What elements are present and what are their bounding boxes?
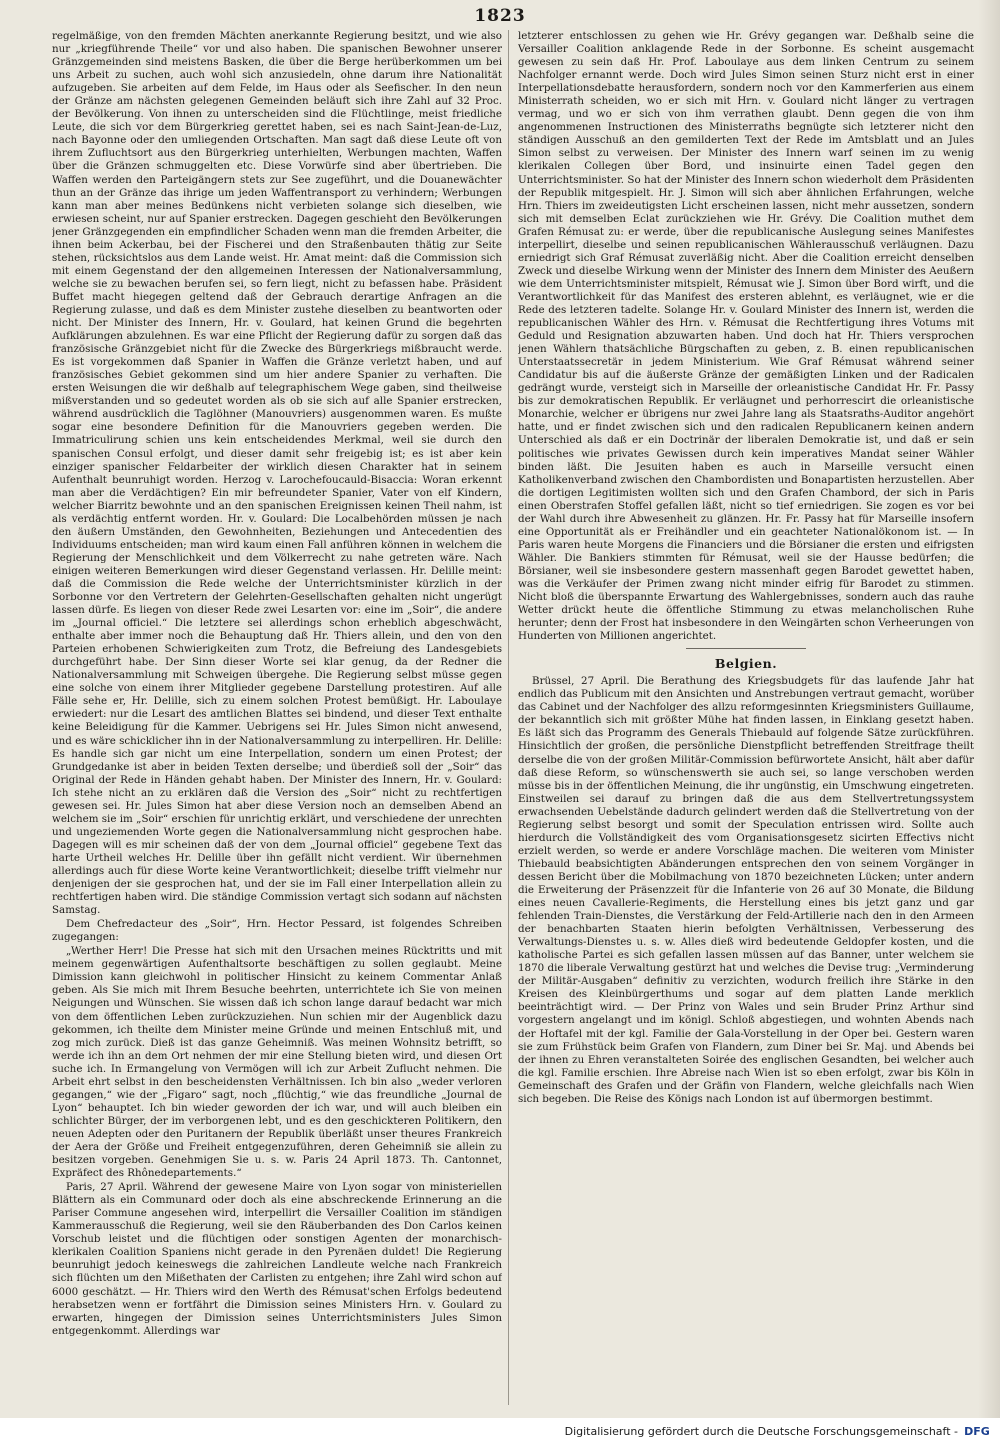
brussels-dispatch: Brüssel, 27 April. Die Berathung des Kriegsbudgets für das laufende Jahr hat endlich das Publicum mit den Ansichten und Anstrebungen vertraut gemacht, worüber das Cabinet und der Nachfolger des allzu reformgesinnten Kriegsministers Guillaume, der bekanntlich sich mit größter Mühe hat finden lassen, in Einklang gesetzt haben. Es läßt sich das Programm des Generals Thiebauld auf folgende Sätze zurückführen. Hinsichtlich der großen, die persönliche Dienstpflicht betreffenden Streitfrage theilt derselbe die von der großen Militär-Commission befürwortete Ansicht, hält aber dafür daß diese Reform, so wünschenswerth sie auch sei, so lange verschoben werden müsse bis in der öffentlichen Meinung, die ihr ungünstig, ein Umschwung eingetreten. Einstweilen sei darauf zu bringen daß die aus dem Stellvertretungssystem erwachsenden Uebelstände dadurch gelindert werden daß die Stellvertretung von der Regierung selbst besorgt und somit der Speculation entrissen wird. Sollte auch hierdurch die Vollständigkeit des vom Organisationsgesetz sicirten Effectivs nicht erzielt werden, so werde er andere Vorschläge machen. Die weiteren vom Minister Thiebauld beabsichtigten Abänderungen entsprechen den von seinem Vorgänger in dessen Bericht über die Mobilmachung von 1870 bezeichneten Lücken; unter andern die Erweiterung der Präsenzzeit für die Infanterie von 26 auf 30 Monate, die Bildung eines neuen Cavallerie-Regiments, die Herstellung eines bis jetzt ganz und gar fehlenden Train-Dienstes, die Verstärkung der Feld-Artillerie nach den in den Armeen der benachbarten Staaten hierin befolgten Verhältnissen, Verbesserung des Verwaltungs-Dienstes u. s. w. Alles dieß wird bedeutende Geldopfer kosten, und die katholische Partei es sich gefallen lassen müssen auf das Banner, unter welchem sie 1870 die liberale Verwaltung gestürzt hat und welches die Devise trug: „Verminderung der Militär-Ausgaben“ definitiv zu verzichten, wodurch freilich ihre Stärke in den Kreisen des Kleinbürgerthums und sogar auf dem platten Lande merklich beeinträchtigt wird. — Der Prinz von Wales und sein Bruder Prinz Arthur sind vorgestern angelangt und im königl. Schloß abgestiegen, und wohnten Abends nach der Hoftafel mit der kgl. Familie der Gala-Vorstellung in der Oper bei. Gestern waren sie zum Frühstück beim Grafen von Flandern, zum Diner bei Sr. Maj. und Abends bei der ihnen zu Ehren veranstalteten Soirée des englischen Gesandten, bei welcher auch die kgl. Familie erschien. Ihre Abreise nach Wien ist so eben erfolgt, zwar bis Köln in Gemeinschaft des Grafen und der Gräfin von Flandern, welche gleichfalls nach Wien sich begeben. Die Reise des Königs nach London ist auf übermorgen bestimmt.	[518, 675, 974, 1105]
paris-dispatch: Paris, 27 April. Während der gewesene Maire von Lyon sogar von ministeriellen Blättern als ein Communard oder doch als eine abschreckende Erinnerung an die Pariser Commune angesehen wird, interpellirt die Versailler Coalition im ständigen Kammerausschuß die Regierung, weil sie den Räuberbanden des Don Carlos keinen Vorschub leistet und die flüchtigen oder sonstigen Agenten der monarchisch-klerikalen Coalition Spaniens nicht gerade in den Pyrenäen duldet! Die Regierung beunruhigt jedoch keineswegs die zahlreichen Landleute welche nach Frankreich sich flüchten um den Mißethaten der Carlisten zu entgehen; ihre Zahl wird schon auf 6000 geschätzt. — Hr. Thiers wird den Werth des Rémusat'schen Erfolgs bedeutend herabsetzen wenn er fortfährt die Dimission seines Ministers Hrn. v. Goulard zu erwarten, hingegen der Dimission seines Unterrichtsministers Jules Simon entgegenkommt. Allerdings war	[52, 1181, 502, 1337]
dfg-logo-icon	[962, 1423, 992, 1438]
article-paragraph: regelmäßige, von den fremden Mächten anerkannte Regierung besitzt, und wie also nur „kriegführende Theile“ vor und also haben. Die spanischen Bewohner unserer Gränzgemeinden sind meistens Basken, die über die Berge herüberkommen um bei uns Arbeit zu suchen, auch wohl sich anzusiedeln, ohne darum ihre Nationalität aufzugeben. Sie arbeiten auf dem Felde, im Haus oder als Seefischer. In den neun der Gränze am nächsten gelegenen Gemeinden beläuft sich ihre Zahl auf 32 Proc. der Bevölkerung. Von ihnen zu unterscheiden sind die Flüchtlinge, meist friedliche Leute, die sich vor dem Bürgerkrieg gerettet haben, sei es nach Saint-Jean-de-Luz, nach Bayonne oder den umliegenden Ortschaften. Man sagt daß diese Leute oft von ihrem Zufluchtsort aus den Bürgerkrieg unterhielten, Werbungen machten, Waffen über die Gränzen schmuggelten etc. Diese Vorwürfe sind aber übertrieben. Die Waffen werden den Parteigängern stets zur See zugeführt, und die Douanewächter thun an der Gränze das ihrige um jeden Waffentransport zu verhindern; Werbungen kann man aber meines Bedünkens nicht verbieten solange sich dieselben, wie erwiesen scheint, nur auf Spanier erstrecken. Dagegen geschieht den Bevölkerungen jener Gränzgegenden ein empfindlicher Schaden wenn man die fremden Arbeiter, die ihnen beim Ackerbau, bei der Fischerei und den Straßenbauten thätig zur Seite stehen, rücksichtslos aus dem Lande weist. Hr. Amat meint: daß die Commission sich mit einem Gegenstand der den allgemeinen Interessen der Nationalversammlung, welche sie zu bewachen berufen sei, so fern liegt, nicht zu befassen habe. Präsident Buffet macht hiegegen geltend daß der Gebrauch derartige Anfragen an die Regierung zulasse, und daß es dem Minister zustehe dieselben zu beantworten oder nicht. Der Minister des Innern, Hr. v. Goulard, hat keinen Grund die begehrten Aufklärungen abzulehnen. Es war eine Pflicht der Regierung dafür zu sorgen daß das französische Gränzgebiet nicht für die Zwecke des Bürgerkriegs mißbraucht werde. Es ist vorgekommen daß Spanier in Waffen die Gränze verletzt haben, und auf französisches Gebiet gekommen sind um hier andere Spanier zu verhaften. Die ersten Weisungen die wir deßhalb auf telegraphischem Wege gaben, sind theilweise mißverstanden und so gedeutet worden als ob sie sich auf alle Spanier erstrecken, während ausdrücklich die Taglöhner (Manouvriers) ausgenommen waren. Es mußte sogar eine besondere Definition für die Manouvriers gegeben werden. Die Immatriculirung schien uns kein entscheidendes Merkmal, weil sie durch den spanischen Consul erfolgt, und dieser damit sehr freigebig ist; es ist aber kein einziger spanischer Feldarbeiter der wirklich diesen Charakter hat in seinem Aufenthalt beunruhigt worden. Herzog v. Larochefoucauld-Bisaccia: Woran erkennt man aber die Verdächtigen? Ein mir befreundeter Spanier, Vater von elf Kindern, welcher Biarritz bewohnte und an den spanischen Ereignissen keinen Theil nahm, ist als verdächtig entfernt worden. Hr. v. Goulard: Die Localbehörden müssen je nach den äußern Umständen, den Gewohnheiten, Beziehungen und Antecedentien des Individuums entscheiden; man wird kaum einen Fall anführen können in welchem die Regierung der Menschlichkeit und dem Völkerrecht zu nahe getreten wäre. Nach einigen weiteren Bemerkungen wird dieser Gegenstand verlassen. Hr. Delille meint: daß die Commission die Rede welche der Unterrichtsminister kürzlich in der Sorbonne vor den Vertretern der Gelehrten-Gesellschaften gehalten nicht ungerügt lassen dürfe. Es liegen von dieser Rede zwei Lesarten vor: eine im „Soir“, die andere im „Journal officiel.“ Die letztere sei allerdings schon erheblich abgeschwächt, enthalte aber immer noch die Behauptung daß Hr. Thiers allein, und den von den Parteien erhobenen Schwierigkeiten zum Trotz, die Befreiung des Landesgebiets durchgeführt habe. Der Sinn dieser Worte sei klar genug, da der Redner die Nationalversammlung mit Schweigen übergehe. Die Regierung selbst müsse gegen eine solche von einem ihrer Mitglieder gegebene Darstellung protestiren. Auf alle Fälle sehe er, Hr. Delille, sich zu einem solchen Protest bemüßigt. Hr. Laboulaye erwiedert: nur die Lesart des amtlichen Blattes sei bindend, und dieser Text enthalte keine Beleidigung für die Kammer. Uebrigens sei Hr. Jules Simon nicht anwesend, und es wäre schicklicher ihn in der Nationalversammlung zu interpelliren. Hr. Delille: Es handle sich gar nicht um eine Interpellation, sondern um einen Protest; der Grundgedanke ist aber in beiden Texten derselbe; und überdieß soll der „Soir“ das Original der Rede in Händen gehabt haben. Der Minister des Innern, Hr. v. Goulard: Ich stehe nicht an zu erklären daß die Version des „Soir“ nicht zu rechtfertigen gewesen sei. Hr. Jules Simon hat aber diese Version noch an demselben Abend an welchem sie im „Soir“ erschien für unrichtig erklärt, und verschiedene der unrechten und ungeziemenden Worte gegen die Nationalversammlung nicht gesprochen habe. Dagegen will es mir scheinen daß der von dem „Journal officiel“ gegebene Text das harte Urtheil welches Hr. Delille über ihn gefällt nicht verdient. Wir übernehmen allerdings auch für diese Worte keine Verantwortlichkeit; dieselbe trifft vielmehr nur denjenigen der sie gesprochen hat, und der sie im Fall einer Interpellation allein zu rechtfertigen haben wird. Die ständige Commission vertagt sich sodann auf nächsten Samstag.	[52, 30, 502, 917]
page-number: 1823	[474, 6, 526, 26]
footer-credit: Digitalisierung gefördert durch die Deutsche Forschungsgemeinschaft -	[564, 1425, 958, 1438]
page-edge-shadow	[978, 0, 1000, 1444]
quoted-letter: „Werther Herr! Die Presse hat sich mit den Ursachen meines Rücktritts und mit meinem gegenwärtigen Aufenthaltsorte beschäftigen zu sollen geglaubt. Meine Dimission kann gleichwohl in politischer Hinsicht zu keinem Commentar Anlaß geben. Als Sie mich mit Ihrem Besuche beehrten, unterrichtete ich Sie von meinen Neigungen und Wünschen. Sie wissen daß ich schon lange darauf bedacht war mich von dem öffentlichen Leben zurückzuziehen. Nun schien mir der Augenblick dazu gekommen, ich theilte dem Minister meine Gründe und meinen Entschluß mit, und zog mich zurück. Dieß ist das ganze Geheimniß. Was meinen Wohnsitz betrifft, so werde ich ihn an dem Ort nehmen der mir eine Stellung bieten wird, und diesen Ort suche ich. In Ermangelung von Vermögen will ich zur Arbeit Zuflucht nehmen. Die Arbeit ehrt selbst in den bescheidensten Verhältnissen. Ich bin also „weder verloren gegangen,“ wie der „Figaro“ sagt, noch „flüchtig,“ wie das freundliche „Journal de Lyon“ behauptet. Ich bin wieder geworden der ich war, und will auch bleiben ein schlichter Bürger, der im verborgenen lebt, und es den geschickteren Politikern, den neuen Adepten oder den Puritanern der Republik überläßt unser theures Frankreich der Aera der Größe und Freiheit entgegenzuführen, deren Geheimniß sie allein zu besitzen vorgeben. Genehmigen Sie u. s. w. Paris 24 April 1873. Th. Cantonnet, Expräfect des Rhônedepartements.“	[52, 945, 502, 1180]
section-heading-belgien: Belgien.	[714, 656, 778, 672]
section-rule	[686, 648, 806, 649]
column-divider	[508, 30, 509, 1405]
left-column	[52, 30, 502, 1405]
dfg-logo-text: DFG	[964, 1425, 990, 1438]
article-paragraph: letzterer entschlossen zu gehen wie Hr. Grévy gegangen war. Deßhalb seine die Versailler Coalition anklagende Rede in der Sorbonne. Es scheint ausgemacht gewesen zu sein daß Hr. Prof. Laboulaye aus dem linken Centrum zu seinem Nachfolger ernannt werde. Doch wird Jules Simon seinen Sturz nicht erst in einer Interpellationsdebatte herausfordern, sondern noch vor den Kammerferien aus einem Ministerrath scheiden, wo er sich mit Hrn. v. Goulard nicht länger zu vertragen vermag, und wo er sich von ihm verrathen glaubt. Denn gegen die von ihm angenommenen Instructionen des Ministerraths begnügte sich letzterer nicht den ständigen Ausschuß an den gemilderten Text der Rede im Amtsblatt und an Jules Simon selbst zu verweisen. Der Minister des Innern warf seinen im zu wenig klerikalen Collegen über Bord, und insinuirte einen Tadel gegen den Unterrichtsminister. So hat der Minister des Innern schon wiederholt dem Präsidenten der Republik mitgespielt. Hr. J. Simon will sich aber ähnlichen Erfahrungen, welche Hrn. Thiers im zweideutigsten Licht erscheinen lassen, nicht mehr aussetzen, sondern sich mit demselben Eclat zurückziehen wie Hr. Grévy. Die Coalition muthet dem Grafen Rémusat zu: er werde, über die republicanische Auslegung seines Manifestes interpellirt, dieselbe und seinen republicanischen Wählerausschuß verläugnen. Dazu erniedrigt sich Graf Rémusat zuverläßig nicht. Aber die Coalition erreicht denselben Zweck und dieselbe Wirkung wenn der Minister des Innern dem Minister des Aeußern wie dem Unterrichtsminister mitspielt, Rémusat wie J. Simon über Bord wirft, und die Verantwortlichkeit für das Manifest des ersteren ablehnt, es verläugnet, wie er die Rede des letzteren tadelte. Solange Hr. v. Goulard Minister des Innern ist, werden die republicanischen Wähler des Hrn. v. Rémusat die Rechtfertigung ihres Votums mit Geduld und Resignation abzuwarten haben. Und doch hat Hr. Thiers versprochen jenen Wählern thatsächliche Bürgschaften zu geben, z. B. einen republicanischen Unterstaatssecretär in jedem Ministerium. Wie Graf Rémusat während seiner Candidatur bis auf die äußerste Gränze der gemäßigten Linken und der Radicalen gedrängt wurde, versteigt sich in Marseille der orleanistische Candidat Hr. Fr. Passy bis zur demokratischen Republik. Er verläugnet und perhorrescirt die orleanistische Monarchie, welcher er übrigens nur zwei Jahre lang als Staatsraths-Auditor angehört hatte, und er findet zwischen sich und den radicalen Republicanern keinen andern Unterschied als daß er ein Doctrinär der liberalen Demokratie ist, und daß er sein politisches wie privates Gewissen durch kein imperatives Mandat seiner Wähler binden läßt. Die Jesuiten haben es auch in Marseille versucht einen Katholikenverband zwischen den Chambordisten und Bonapartisten herzustellen. Aber die dortigen Legitimisten wollten sich und den Grafen Chambord, der sich in Paris einen Oberstrafen Stoffel gefallen läßt, nicht so tief erniedrigen. Sie zogen es vor bei der Wahl durch ihre Abwesenheit zu glänzen. Hr. Fr. Passy hat für Marseille insofern eine Opportunität als er Freihändler und ein geachteter Nationalökonom ist. — In Paris waren heute Morgens die Financiers und die Börsianer die ersten und eifrigsten Wähler. Die Bankiers stimmten für Rémusat, weil sie der Hausse bedürfen; die Börsianer, weil sie insbesondere gestern massenhaft gegen Barodet gewettet haben, was die Verkäufer der Primen zwang nicht minder eifrig für Barodet zu stimmen. Nicht bloß die überspannte Erwartung des Wahlergebnisses, sondern auch das rauhe Wetter drückt heute die öffentliche Stimmung zu etwas melancholischen Ruhe herunter; denn der Frost hat insbesondere in den Weingärten schon Verheerungen von Hunderten von Millionen angerichtet.	[518, 30, 974, 643]
right-column	[518, 30, 974, 1405]
article-columns	[40, 30, 975, 1405]
article-paragraph: Dem Chefredacteur des „Soir“, Hrn. Hector Pessard, ist folgendes Schreiben zugegangen:	[52, 918, 502, 944]
digitization-footer	[0, 1418, 1000, 1444]
